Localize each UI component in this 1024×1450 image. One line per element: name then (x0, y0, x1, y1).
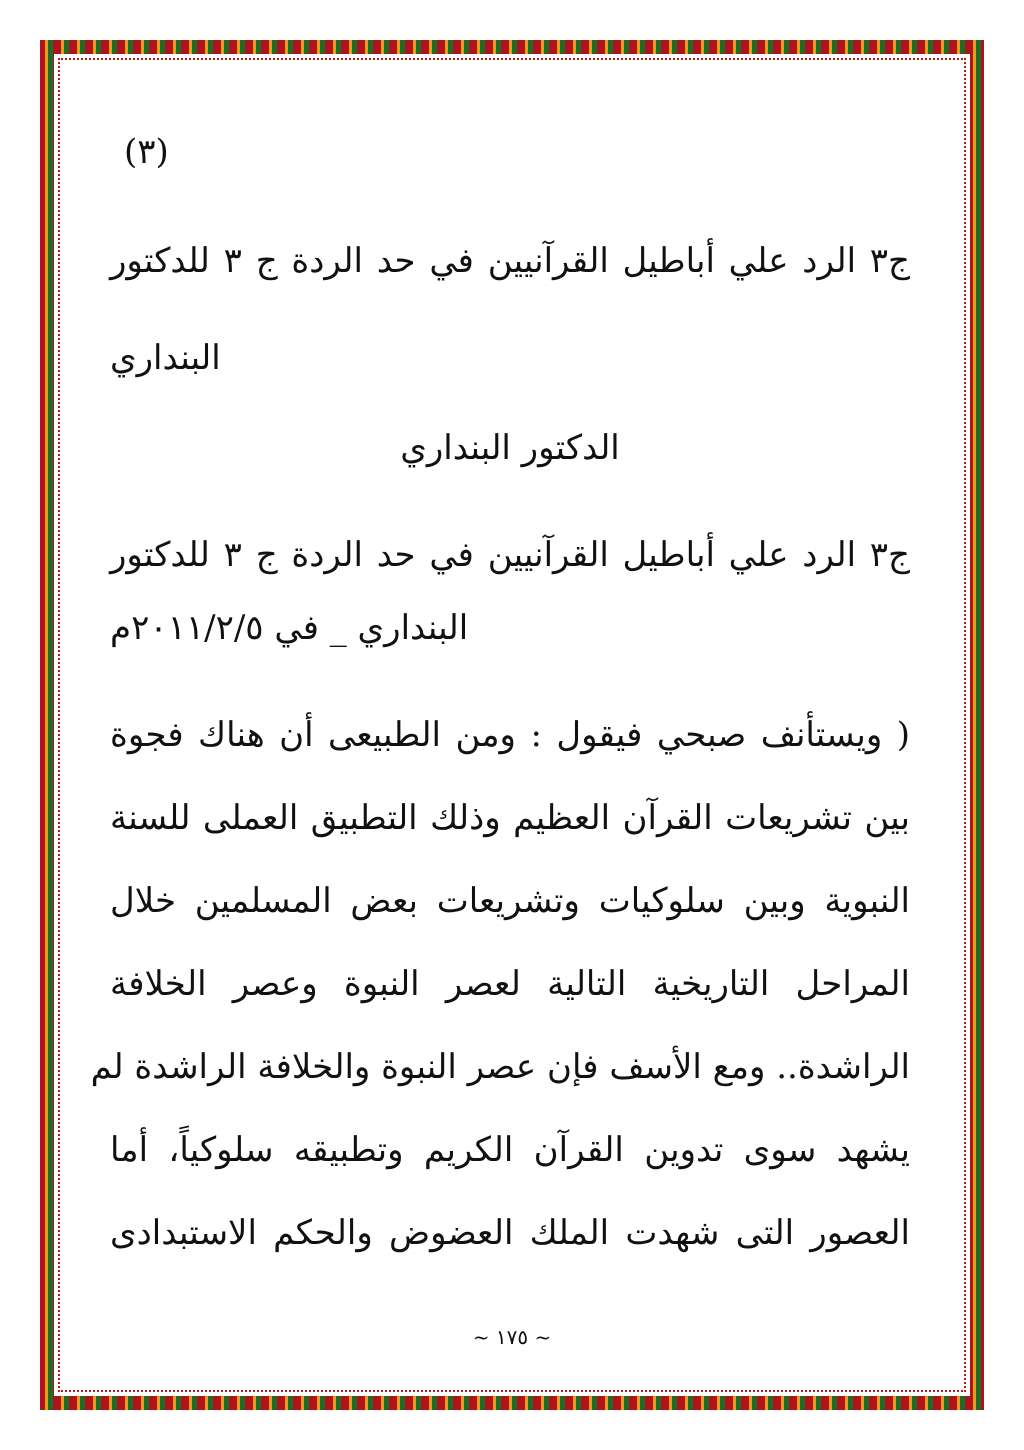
body-line-1: ( ويستأنف صبحي فيقول : ومن الطبيعى أن هناك فجوة (110, 715, 910, 755)
body-line-7: العصور التى شهدت الملك العضوض والحكم الاستبدادى (110, 1213, 910, 1253)
body-line-4: المراحل التاريخية التالية لعصر النبوة وعصر الخلافة (110, 964, 910, 1004)
body-line-5: الراشدة.. ومع الأسف فإن عصر النبوة والخلافة الراشدة لم (90, 1047, 910, 1087)
page-content (90, 110, 910, 1310)
author-line: الدكتور البنداري (400, 428, 620, 468)
page-number: ~ ١٧٥ ~ (472, 1325, 552, 1349)
body-line-2: بين تشريعات القرآن العظيم وذلك التطبيق العملى للسنة (110, 798, 910, 838)
subtitle-line-1: ج٣ الرد علي أباطيل القرآنيين في حد الردة ج ٣ للدكتور (110, 535, 910, 575)
chapter-number: (٣) (124, 132, 169, 172)
subtitle-line-2: البنداري _ في ٢٠١١/٢/٥م (110, 608, 469, 648)
body-line-6: يشهد سوى تدوين القرآن الكريم وتطبيقه سلوكياً، أما (110, 1130, 910, 1170)
title-line-2: البنداري (110, 338, 221, 378)
body-line-3: النبوية وبين سلوكيات وتشريعات بعض المسلمين خلال (110, 881, 910, 921)
title-line-1: ج٣ الرد علي أباطيل القرآنيين في حد الردة ج ٣ للدكتور (110, 241, 910, 281)
